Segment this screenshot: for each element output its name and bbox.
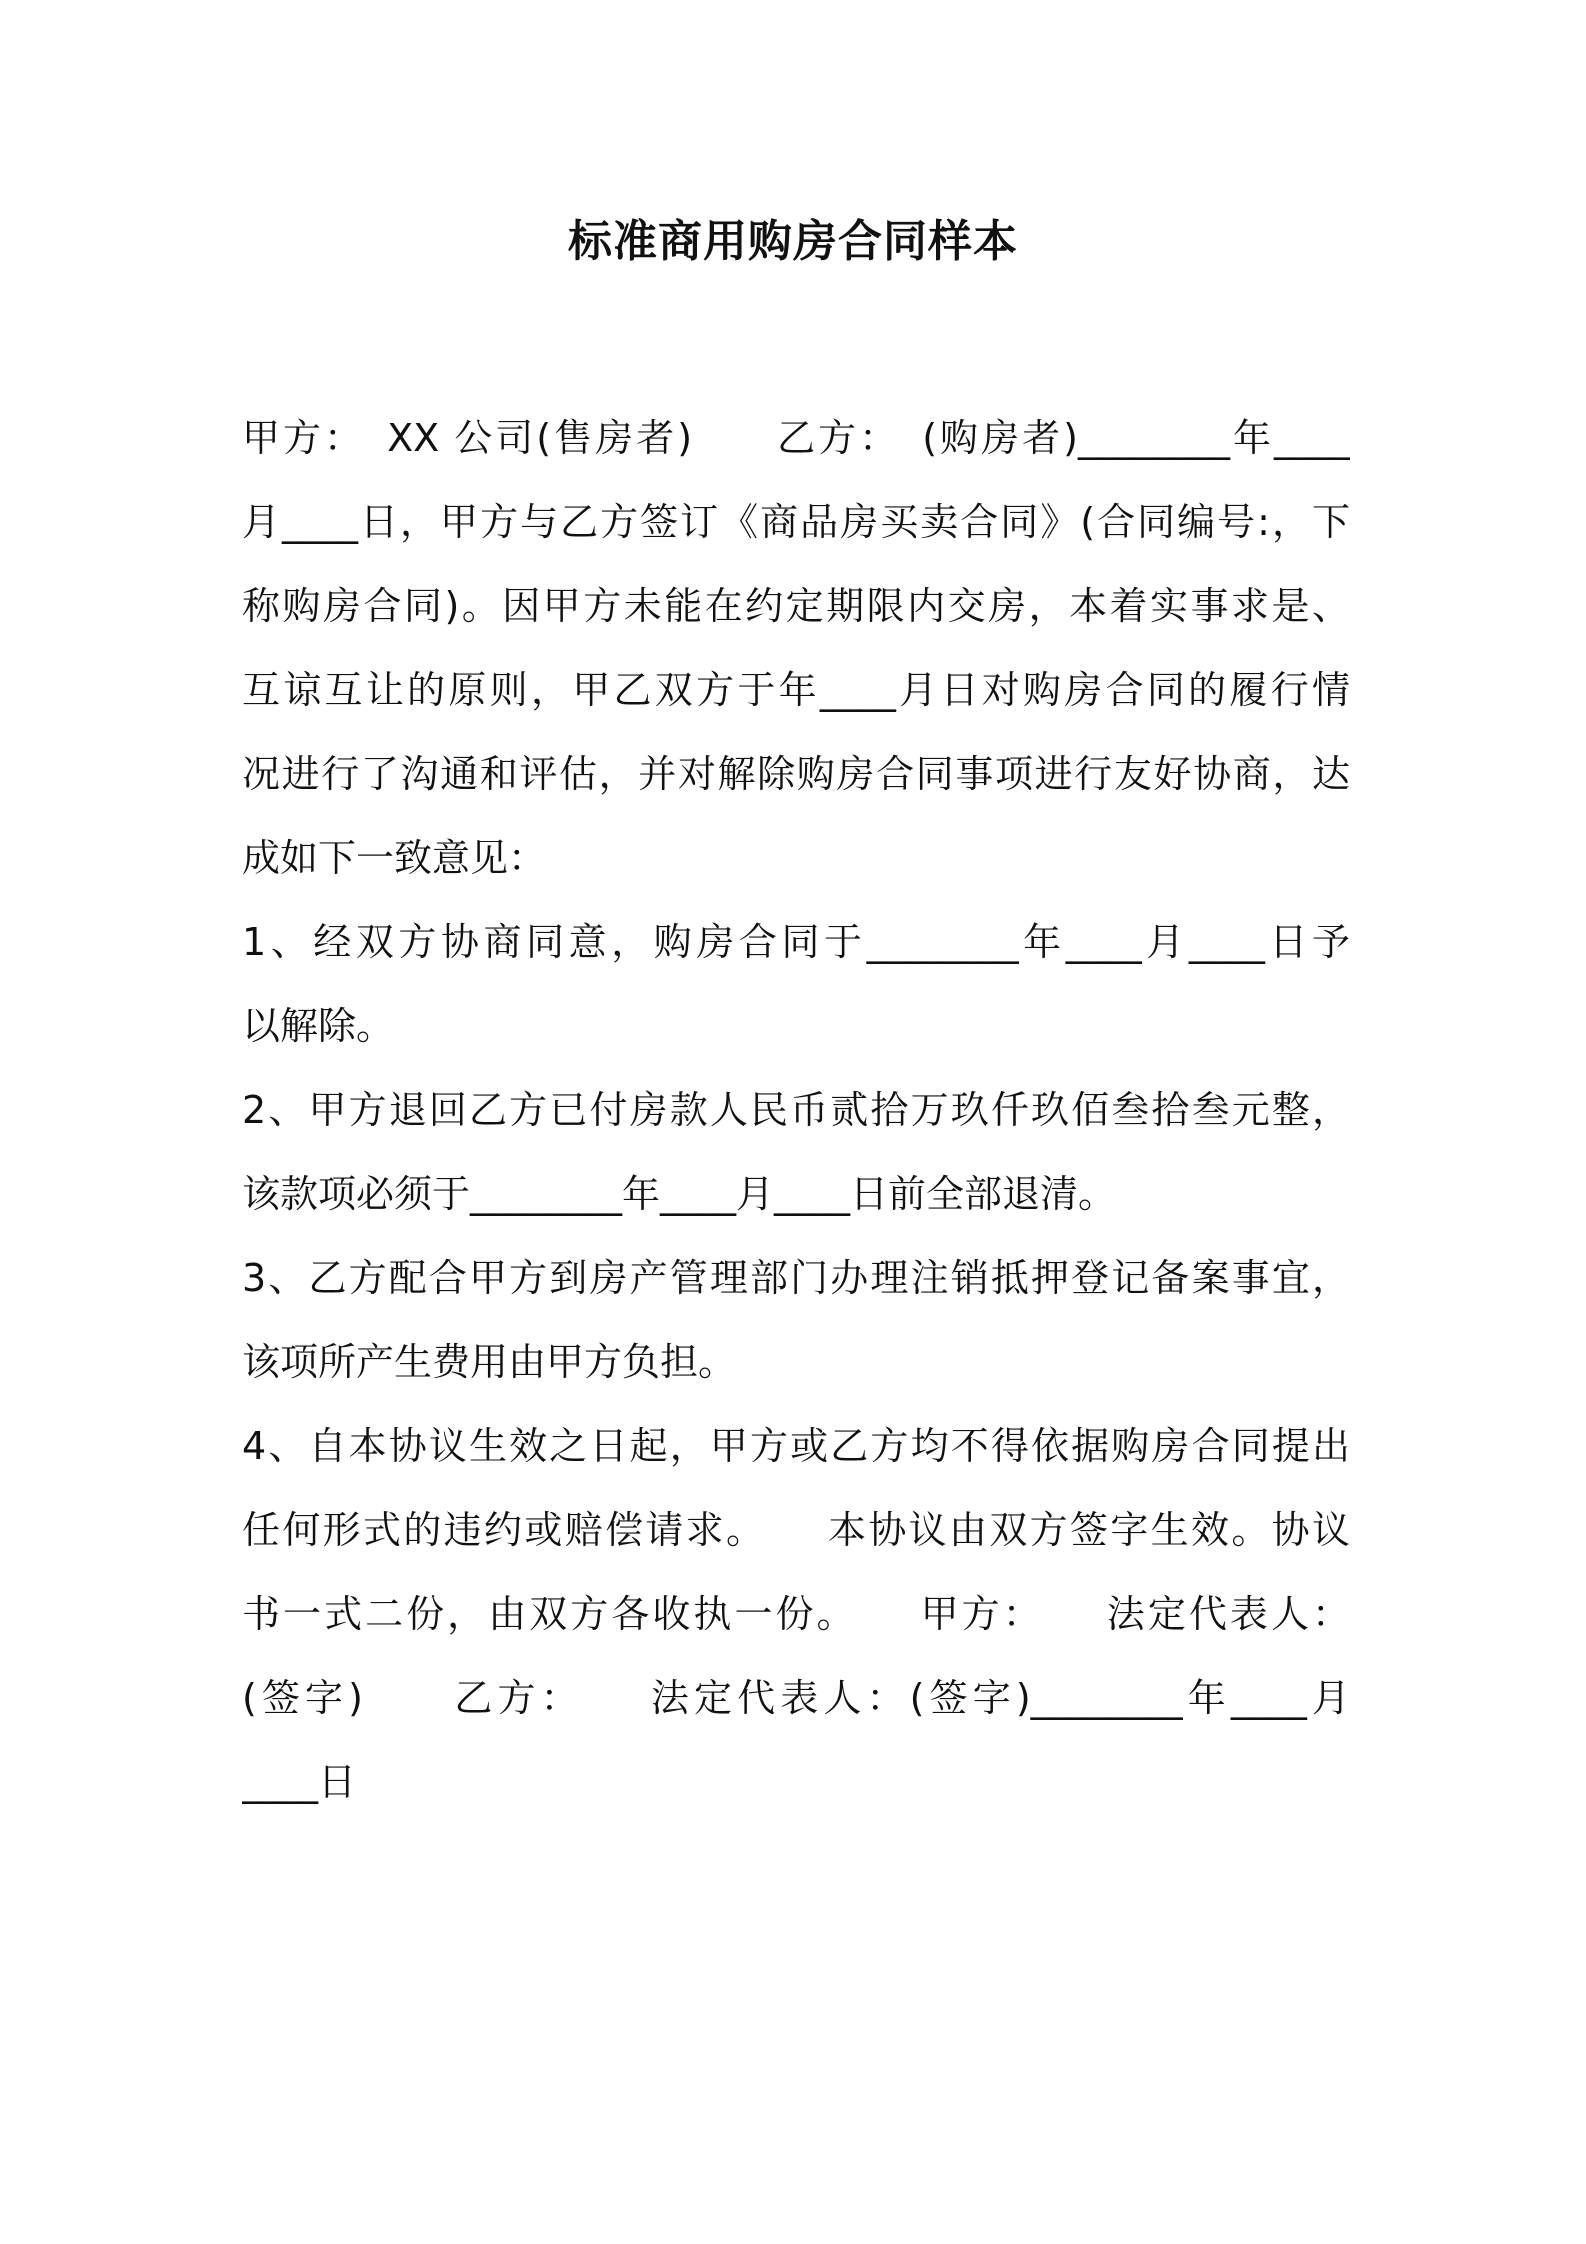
line-12: 该项所产生费用由甲方负担。 <box>242 1340 737 1384</box>
line-15: 书一式二份，由双方各收执一份。 甲方： 法定代表人： <box>242 1592 1350 1636</box>
document-title: 标准商用购房合同样本 <box>568 216 1018 267</box>
line-7: 1、经双方协商同意，购房合同于________年____月____日予 <box>242 920 1350 964</box>
line-6: 成如下一致意见： <box>242 836 547 880</box>
line-14: 任何形式的违约或赔偿请求。 本协议由双方签字生效。协议 <box>242 1508 1350 1552</box>
contract-body <box>242 396 1350 1824</box>
line-3: 称购房合同)。因甲方未能在约定期限内交房，本着实事求是、 <box>242 584 1350 628</box>
line-5: 况进行了沟通和评估，并对解除购房合同事项进行友好协商，达 <box>242 752 1350 796</box>
line-11: 3、乙方配合甲方到房产管理部门办理注销抵押登记备案事宜， <box>242 1256 1350 1300</box>
line-1: 甲方： XX 公司(售房者) 乙方： (购房者)________年____ <box>242 416 1350 460</box>
line-8: 以解除。 <box>242 1004 395 1048</box>
line-9: 2、甲方退回乙方已付房款人民币贰拾万玖仟玖佰叁拾叁元整， <box>242 1088 1350 1132</box>
line-10: 该款项必须于________年____月____日前全部退清。 <box>242 1172 1117 1216</box>
line-2: 月____日，甲方与乙方签订《商品房买卖合同》(合同编号:，下 <box>242 500 1350 544</box>
line-17: ____日 <box>242 1760 357 1804</box>
line-13: 4、自本协议生效之日起，甲方或乙方均不得依据购房合同提出 <box>242 1424 1350 1468</box>
line-16: (签字) 乙方： 法定代表人：(签字)________年____月 <box>242 1676 1350 1720</box>
line-4: 互谅互让的原则，甲乙双方于年____月日对购房合同的履行情 <box>242 668 1350 712</box>
